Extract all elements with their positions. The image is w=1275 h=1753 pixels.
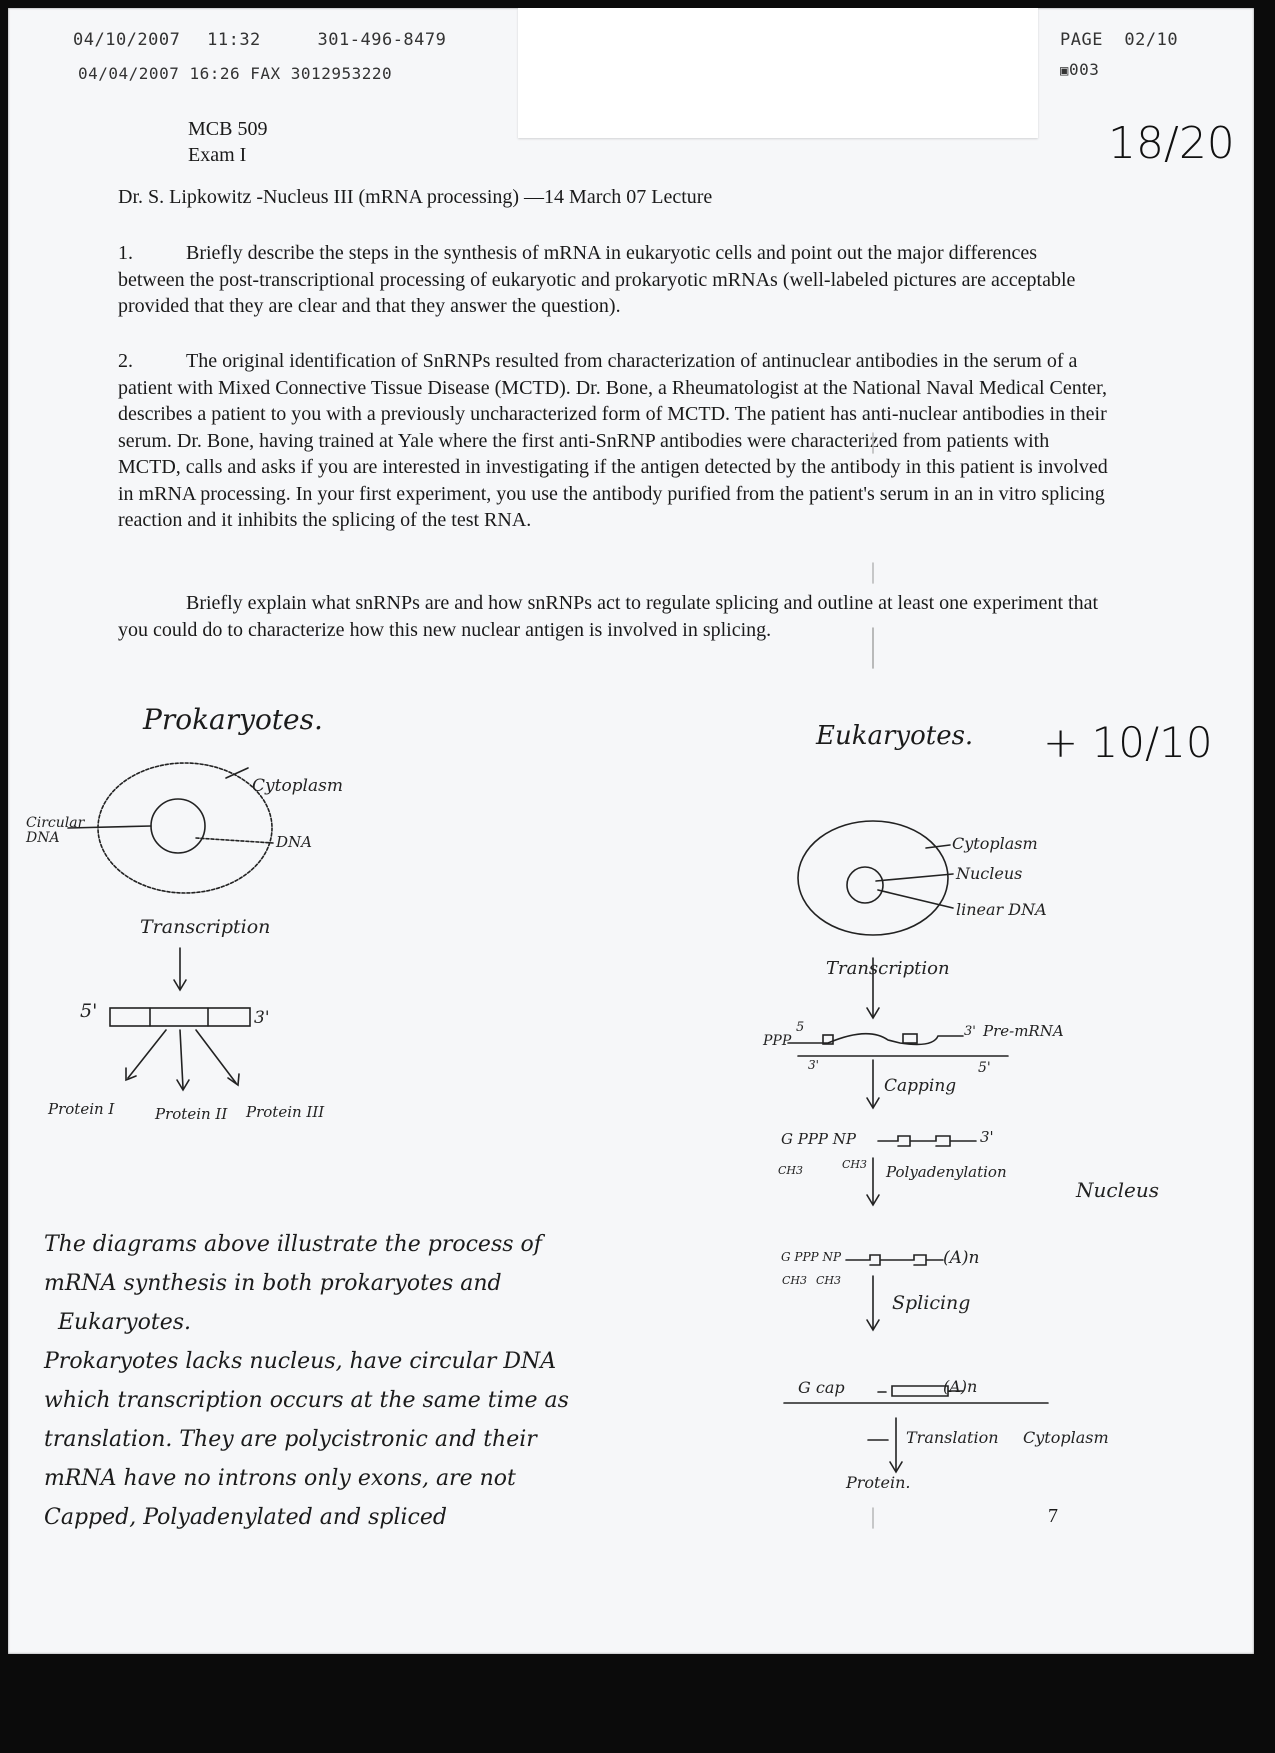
exam-page bbox=[8, 8, 1254, 1654]
euk-title: Eukaryotes. bbox=[816, 721, 974, 751]
question-1-text: Briefly describe the steps in the synthesis of mRNA in eukaryotic cells and point out the major differences between the post-transcriptional processing of eukaryotic and prokaryotic mRNAs (well-labeled pictures are acceptable provided that they are clear and that they answer the question). bbox=[118, 242, 1076, 317]
fax-page-label: PAGE 02/10 bbox=[1060, 30, 1179, 50]
prok-label-transcription: Transcription bbox=[140, 916, 271, 938]
answer-line: mRNA synthesis in both prokaryotes and bbox=[44, 1271, 502, 1296]
euk-label-cytoplasm-side: Cytoplasm bbox=[1023, 1428, 1109, 1447]
prok-title: Prokaryotes. bbox=[143, 703, 323, 736]
euk-label-ch3-a: CH3 bbox=[778, 1164, 804, 1177]
answer-line: The diagrams above illustrate the process of bbox=[44, 1232, 542, 1257]
euk-label-polyadenylation: Polyadenylation bbox=[886, 1163, 1007, 1181]
euk-label-ppp: PPP bbox=[763, 1033, 792, 1049]
euk-label-poly-mrna: G PPP NP bbox=[781, 1250, 842, 1264]
euk-label-translation: Translation bbox=[906, 1428, 999, 1447]
euk-label-five-a: 5 bbox=[796, 1020, 805, 1035]
euk-label-gcap: G cap bbox=[798, 1378, 845, 1397]
euk-label-protein: Protein. bbox=[846, 1473, 911, 1492]
fax-date: 04/10/2007 bbox=[73, 30, 181, 50]
prok-label-five-prime: 5' bbox=[80, 1000, 98, 1022]
euk-label-three-a: 3' bbox=[964, 1024, 976, 1039]
answer-line: Eukaryotes. bbox=[44, 1310, 191, 1335]
fax-time: 11:32 bbox=[207, 30, 261, 50]
answer-line: mRNA have no introns only exons, are not bbox=[44, 1466, 516, 1491]
question-2-number: 2. bbox=[118, 350, 133, 372]
prok-label-protein-3: Protein III bbox=[246, 1103, 325, 1121]
question-1-number: 1. bbox=[118, 242, 133, 264]
euk-label-capped-mrna: G PPP NP bbox=[781, 1130, 857, 1148]
course-name: MCB 509 bbox=[188, 118, 268, 140]
lecture-title: Dr. S. Lipkowitz -Nucleus III (mRNA processing) —14 March 07 Lecture bbox=[118, 186, 713, 208]
euk-label-capping: Capping bbox=[884, 1076, 957, 1096]
euk-label-cytoplasm: Cytoplasm bbox=[952, 834, 1038, 853]
prok-label-cytoplasm: Cytoplasm bbox=[252, 776, 343, 796]
euk-label-ch3-b: CH3 bbox=[842, 1158, 868, 1171]
fax-phone: 301-496-8479 bbox=[317, 30, 447, 50]
fax-line-2: 04/04/2007 16:26 FAX 3012953220 bbox=[78, 64, 393, 83]
euk-label-an-2: (A)n bbox=[943, 1377, 978, 1396]
prok-label-circular-dna: Circular DNA bbox=[26, 815, 85, 846]
prok-circular-dna bbox=[151, 799, 205, 853]
exam-title: Exam I bbox=[188, 144, 247, 166]
prok-label-protein-2: Protein II bbox=[155, 1105, 228, 1123]
euk-label-nucleus: Nucleus bbox=[956, 864, 1023, 883]
answer-line: translation. They are polycistronic and their bbox=[44, 1427, 537, 1452]
euk-label-ch3-c: CH3 bbox=[782, 1274, 808, 1287]
euk-pre-mrna-line bbox=[788, 1034, 963, 1045]
euk-score: + 10/10 bbox=[1043, 718, 1213, 767]
fax-page-sub: ▣003 bbox=[1060, 60, 1100, 79]
answer-line: Capped, Polyadenylated and spliced bbox=[44, 1505, 447, 1530]
euk-label-ch3-d: CH3 bbox=[816, 1274, 842, 1287]
exam-score: 18/20 bbox=[1108, 118, 1235, 169]
euk-label-splicing: Splicing bbox=[892, 1292, 971, 1314]
euk-nucleus bbox=[847, 867, 883, 903]
euk-label-linear-dna: linear DNA bbox=[956, 900, 1047, 919]
answer-line: Prokaryotes lacks nucleus, have circular DNA bbox=[44, 1349, 557, 1374]
euk-cell-outline bbox=[798, 821, 948, 935]
page-number: 7 bbox=[1048, 1505, 1058, 1527]
euk-label-five-b: 5' bbox=[978, 1060, 991, 1076]
prok-cell-outline bbox=[98, 763, 272, 893]
euk-label-nucleus-side: Nucleus bbox=[1076, 1178, 1159, 1202]
euk-label-three-c: 3' bbox=[980, 1128, 994, 1146]
question-2-followup: Briefly explain what snRNPs are and how snRNPs act to regulate splicing and outline at least one experiment that you could do to characterize how this new nuclear antigen is involved in splicing. bbox=[118, 592, 1099, 641]
euk-label-three-b: 3' bbox=[808, 1058, 819, 1072]
prok-label-protein-1: Protein I bbox=[48, 1100, 115, 1118]
euk-label-pre-mrna: Pre-mRNA bbox=[983, 1022, 1064, 1040]
prok-label-three-prime: 3' bbox=[254, 1008, 270, 1028]
euk-label-transcription: Transcription bbox=[826, 958, 950, 979]
euk-label-an: (A)n bbox=[943, 1248, 980, 1268]
handwritten-answer-paragraph bbox=[44, 1225, 724, 1537]
prok-label-dna: DNA bbox=[276, 833, 312, 851]
answer-line: which transcription occurs at the same time as bbox=[44, 1388, 569, 1413]
prok-mrna-box bbox=[110, 1008, 250, 1026]
question-2-text: The original identification of SnRNPs resulted from characterization of antinuclear antibodies in the serum of a patient with Mixed Connective Tissue Disease (MCTD). Dr. Bone, a Rheumatologist at the National Naval Medical Center, describes a patient to you with a previously uncharacterized form of MCTD. The patient has anti-nuclear antibodies in their serum. Dr. Bone, having trained at Yale where the first anti-SnRNP antibodies were characterized from patients with MCTD, calls and asks if you are interested in investigating if the antigen detected by the antibody in this patient is involved in mRNA processing. In your first experiment, you use the antibody purified from the patient's serum in an in vitro splicing reaction and it inhibits the splicing of the test RNA. bbox=[118, 350, 1108, 531]
